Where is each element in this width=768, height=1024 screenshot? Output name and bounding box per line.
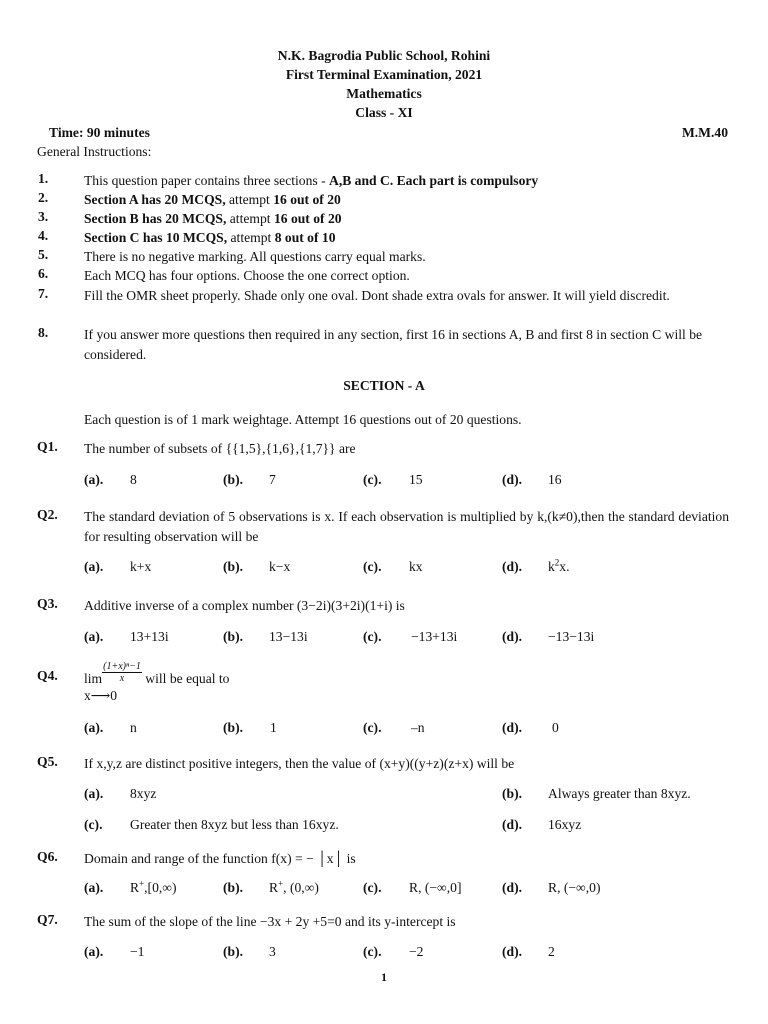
question-number: Q2. bbox=[37, 507, 58, 522]
instruction-text: Section A has 20 MCQS, attempt 16 out of 20 bbox=[84, 192, 341, 207]
question-number: Q7. bbox=[37, 912, 58, 927]
instruction-number: 3. bbox=[38, 209, 49, 224]
option-b: k−x bbox=[269, 559, 291, 574]
option-d: 16xyz bbox=[548, 817, 582, 832]
time-allowed: Time: 90 minutes bbox=[49, 125, 150, 140]
instruction-text: If you answer more questions then required in any section, first 16 in sections A, B and first 8 in section C will be considered. bbox=[84, 327, 703, 362]
option-label: (b). bbox=[223, 944, 244, 959]
option-a: 8xyz bbox=[130, 786, 157, 801]
option-label: (a). bbox=[84, 880, 104, 895]
question-text: If x,y,z are distinct positive integers, then the value of (x+y)((y+z)(z+x) will be bbox=[84, 756, 515, 771]
question-number: Q3. bbox=[37, 596, 58, 611]
instruction-number: 5. bbox=[38, 247, 49, 262]
option-label: (b). bbox=[502, 786, 523, 801]
option-c: 15 bbox=[409, 472, 423, 487]
option-label: (a). bbox=[84, 720, 104, 735]
option-d: 2 bbox=[548, 944, 555, 959]
instruction-text: Each MCQ has four options. Choose the one correct option. bbox=[84, 268, 410, 283]
option-label: (c). bbox=[363, 472, 382, 487]
option-label: (c). bbox=[363, 880, 382, 895]
option-c: R, (−∞,0] bbox=[409, 880, 462, 895]
option-label: (b). bbox=[223, 880, 244, 895]
instruction-text: There is no negative marking. All questions carry equal marks. bbox=[84, 249, 426, 264]
option-label: (c). bbox=[363, 629, 382, 644]
limit-expression: lim $\frac{\text{(1+x)ⁿ−1}}{x}$ will be equal to bbox=[84, 661, 230, 686]
question-number: Q1. bbox=[37, 439, 58, 454]
instruction-number: 4. bbox=[38, 228, 49, 243]
option-label: (a). bbox=[84, 629, 104, 644]
option-label: (a). bbox=[84, 944, 104, 959]
option-a: −1 bbox=[130, 944, 145, 959]
option-label: (c). bbox=[84, 817, 103, 832]
school-name: N.K. Bagrodia Public School, Rohini bbox=[277, 48, 491, 63]
option-label: (d). bbox=[502, 559, 523, 574]
option-label: (b). bbox=[223, 472, 244, 487]
option-b: 7 bbox=[269, 472, 276, 487]
page-number: 1 bbox=[381, 970, 387, 984]
option-label: (d). bbox=[502, 944, 523, 959]
instruction-text: Section B has 20 MCQS, attempt 16 out of 20 bbox=[84, 211, 342, 226]
exam-title: First Terminal Examination, 2021 bbox=[285, 67, 483, 82]
option-d: 16 bbox=[548, 472, 562, 487]
question-number: Q6. bbox=[37, 849, 58, 864]
option-label: (d). bbox=[502, 880, 523, 895]
instructions-title: General Instructions: bbox=[37, 144, 152, 159]
limit-fraction: $\frac{\text{(1+x)ⁿ−1}}{x}$ bbox=[103, 661, 141, 684]
option-d: $k^2x$. bbox=[548, 557, 570, 574]
instruction-text: Fill the OMR sheet properly. Shade only one oval. Dont shade extra ovals for answer. It will yield discredit. bbox=[84, 288, 670, 303]
instruction-number: 6. bbox=[38, 266, 49, 281]
option-d: 0 bbox=[552, 720, 559, 735]
option-b: R+, (0,∞) bbox=[269, 878, 319, 895]
option-label: (c). bbox=[363, 559, 382, 574]
question-text: Domain and range of the function f(x) = − │x│ is bbox=[84, 851, 356, 866]
option-label: (b). bbox=[223, 559, 244, 574]
option-label: (d). bbox=[502, 629, 523, 644]
instruction-text: Section C has 10 MCQS, attempt 8 out of 10 bbox=[84, 230, 336, 245]
option-a: n bbox=[130, 720, 137, 735]
class-title: Class - XI bbox=[355, 105, 413, 120]
max-marks: M.M.40 bbox=[681, 125, 728, 140]
option-a: R+,[0,∞) bbox=[130, 878, 177, 895]
section-title: SECTION - A bbox=[343, 378, 425, 393]
option-a: k+x bbox=[130, 559, 152, 574]
question-text: Additive inverse of a complex number (3−2i)(3+2i)(1+i) is bbox=[84, 598, 405, 613]
option-c: −13+13i bbox=[411, 629, 458, 644]
option-d: −13−13i bbox=[548, 629, 595, 644]
subject-title: Mathematics bbox=[346, 86, 422, 101]
question-text: The sum of the slope of the line −3x + 2y +5=0 and its y-intercept is bbox=[84, 914, 456, 929]
option-d: R, (−∞,0) bbox=[548, 880, 601, 895]
option-label: (d). bbox=[502, 472, 523, 487]
option-c: Greater then 8xyz but less than 16xyz. bbox=[130, 817, 339, 832]
option-b: Always greater than 8xyz. bbox=[548, 786, 691, 801]
instruction-number: 8. bbox=[38, 325, 49, 340]
option-b: 13−13i bbox=[269, 629, 308, 644]
option-label: (d). bbox=[502, 720, 523, 735]
section-note: Each question is of 1 mark weightage. Attempt 16 questions out of 20 questions. bbox=[84, 412, 522, 427]
option-b: 1 bbox=[270, 720, 277, 735]
option-label: (a). bbox=[84, 559, 104, 574]
option-label: (a). bbox=[84, 472, 104, 487]
instruction-number: 2. bbox=[38, 190, 49, 205]
instruction-number: 1. bbox=[38, 171, 49, 186]
instruction-text: This question paper contains three sections - A,B and C. Each part is compulsory bbox=[84, 173, 539, 188]
question-number: Q5. bbox=[37, 754, 58, 769]
option-c: kx bbox=[409, 559, 423, 574]
question-text: The standard deviation of 5 observations is x. If each observation is multiplied by k,(k≠0),then the standard deviation for resulting observation will be bbox=[84, 509, 729, 544]
question-number: Q4. bbox=[37, 668, 58, 683]
option-label: (a). bbox=[84, 786, 104, 801]
limit-subscript: x⟶0 bbox=[84, 688, 118, 703]
option-label: (b). bbox=[223, 720, 244, 735]
option-a: 13+13i bbox=[130, 629, 169, 644]
option-label: (c). bbox=[363, 944, 382, 959]
option-a: 8 bbox=[130, 472, 137, 487]
option-b: 3 bbox=[269, 944, 276, 959]
question-text: The number of subsets of {{1,5},{1,6},{1,7}} are bbox=[84, 441, 356, 456]
instruction-number: 7. bbox=[38, 286, 49, 301]
option-label: (d). bbox=[502, 817, 523, 832]
option-label: (c). bbox=[363, 720, 382, 735]
option-label: (b). bbox=[223, 629, 244, 644]
option-c: −2 bbox=[409, 944, 424, 959]
option-c: –n bbox=[411, 720, 425, 735]
